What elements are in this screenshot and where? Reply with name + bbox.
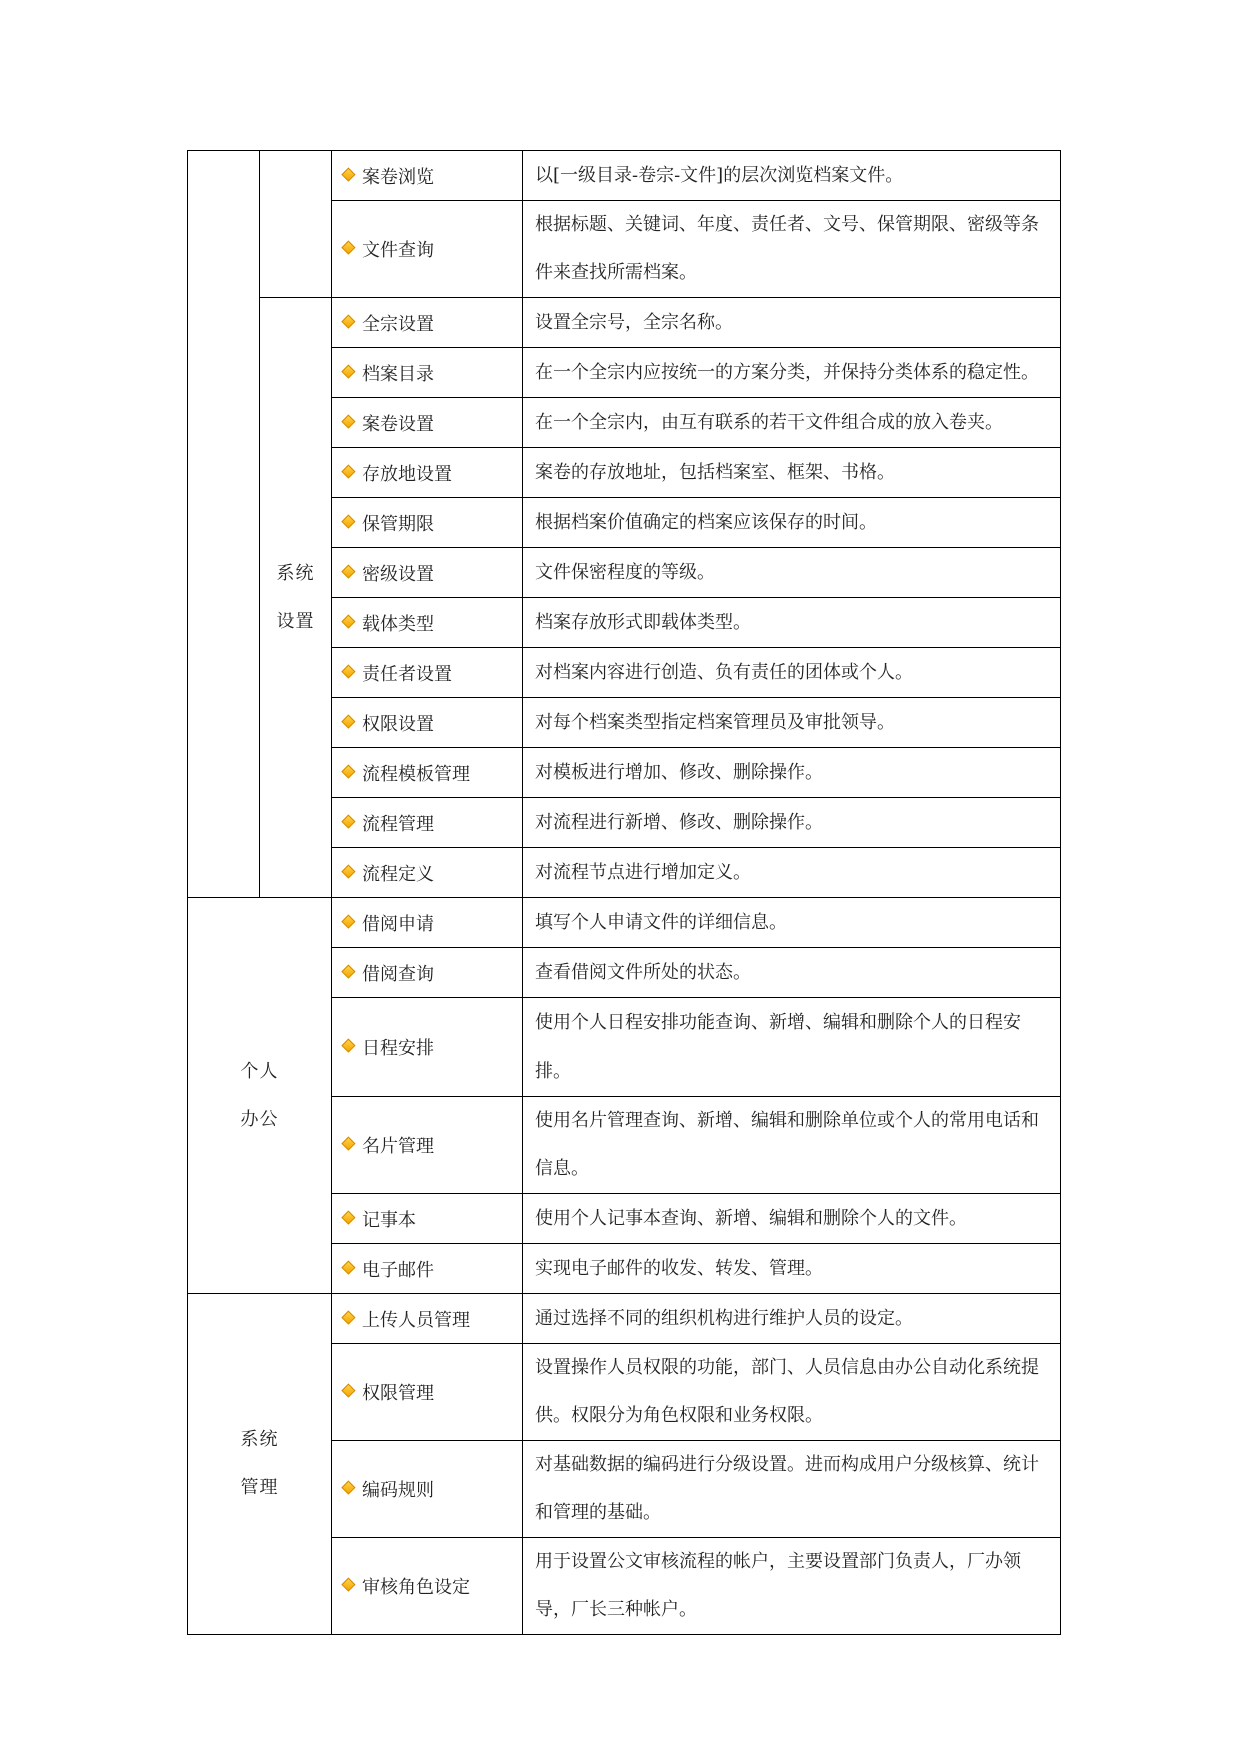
feature-cell xyxy=(332,798,523,848)
feature-name: 审核角色设定 xyxy=(362,1577,470,1598)
feature-description: 案卷的存放地址，包括档案室、框架、书格。 xyxy=(523,448,1061,498)
feature-name: 案卷设置 xyxy=(362,413,434,435)
feature-name: 记事本 xyxy=(362,1209,416,1231)
feature-cell xyxy=(332,448,523,498)
feature-cell xyxy=(332,748,523,798)
group-label: 个人 xyxy=(240,1060,279,1082)
diamond-bullet-icon xyxy=(341,314,355,328)
feature-cell xyxy=(332,898,523,948)
feature-cell xyxy=(332,348,523,398)
group-cell-continued xyxy=(188,151,260,898)
feature-name: 存放地设置 xyxy=(362,463,452,485)
group-cell-system-management xyxy=(188,1294,332,1635)
feature-description: 文件保密程度的等级。 xyxy=(523,548,1061,598)
feature-name: 权限管理 xyxy=(362,1383,434,1404)
feature-cell xyxy=(332,1097,523,1194)
feature-name: 流程定义 xyxy=(362,863,434,885)
feature-name: 保管期限 xyxy=(362,513,434,535)
feature-cell xyxy=(332,998,523,1097)
feature-name: 流程管理 xyxy=(362,813,434,835)
table-row xyxy=(188,1294,1061,1344)
diamond-bullet-icon xyxy=(341,564,355,578)
diamond-bullet-icon xyxy=(341,1481,355,1495)
feature-name: 名片管理 xyxy=(362,1136,434,1157)
group-label: 系统 xyxy=(240,1429,279,1450)
feature-cell xyxy=(332,201,523,298)
feature-description: 在一个全宗内，由互有联系的若干文件组合成的放入卷夹。 xyxy=(523,398,1061,448)
feature-name: 全宗设置 xyxy=(362,313,434,335)
feature-description: 根据档案价值确定的档案应该保存的时间。 xyxy=(523,498,1061,548)
feature-name: 文件查询 xyxy=(362,240,434,261)
diamond-bullet-icon xyxy=(341,464,355,478)
feature-description: 实现电子邮件的收发、转发、管理。 xyxy=(523,1244,1061,1294)
feature-cell xyxy=(332,648,523,698)
feature-cell xyxy=(332,698,523,748)
feature-cell xyxy=(332,598,523,648)
diamond-bullet-icon xyxy=(341,167,355,181)
subgroup-label: 系统 xyxy=(276,562,315,584)
diamond-bullet-icon xyxy=(341,364,355,378)
feature-description: 对档案内容进行创造、负有责任的团体或个人。 xyxy=(523,648,1061,698)
feature-description: 根据标题、关键词、年度、责任者、文号、保管期限、密级等条件来查找所需档案。 xyxy=(523,201,1061,298)
feature-name: 上传人员管理 xyxy=(362,1309,470,1331)
feature-cell xyxy=(332,151,523,201)
diamond-bullet-icon xyxy=(341,1137,355,1151)
diamond-bullet-icon xyxy=(341,614,355,628)
table-row xyxy=(188,151,1061,201)
feature-cell xyxy=(332,548,523,598)
diamond-bullet-icon xyxy=(341,514,355,528)
feature-name: 案卷浏览 xyxy=(362,166,434,188)
diamond-bullet-icon xyxy=(341,1039,355,1053)
feature-cell xyxy=(332,1538,523,1635)
feature-cell xyxy=(332,848,523,898)
feature-name: 密级设置 xyxy=(362,563,434,585)
subgroup-label: 设置 xyxy=(276,610,315,632)
diamond-bullet-icon xyxy=(341,1384,355,1398)
feature-description: 使用个人记事本查询、新增、编辑和删除个人的文件。 xyxy=(523,1194,1061,1244)
feature-description: 在一个全宗内应按统一的方案分类，并保持分类体系的稳定性。 xyxy=(523,348,1061,398)
feature-description: 设置操作人员权限的功能，部门、人员信息由办公自动化系统提供。权限分为角色权限和业务权限。 xyxy=(523,1344,1061,1441)
group-cell-personal-office xyxy=(188,898,332,1294)
diamond-bullet-icon xyxy=(341,1578,355,1592)
feature-description: 对模板进行增加、修改、删除操作。 xyxy=(523,748,1061,798)
diamond-bullet-icon xyxy=(341,241,355,255)
feature-name: 权限设置 xyxy=(362,713,434,735)
table-row xyxy=(188,298,1061,348)
feature-cell xyxy=(332,1441,523,1538)
diamond-bullet-icon xyxy=(341,914,355,928)
feature-name: 日程安排 xyxy=(362,1038,434,1059)
diamond-bullet-icon xyxy=(341,964,355,978)
feature-cell xyxy=(332,1294,523,1344)
feature-table xyxy=(187,150,1061,1635)
feature-name: 载体类型 xyxy=(362,613,434,635)
feature-name: 电子邮件 xyxy=(362,1259,434,1281)
feature-name: 责任者设置 xyxy=(362,663,452,685)
feature-description: 通过选择不同的组织机构进行维护人员的设定。 xyxy=(523,1294,1061,1344)
feature-cell xyxy=(332,1344,523,1441)
feature-name: 借阅申请 xyxy=(362,913,434,935)
diamond-bullet-icon xyxy=(341,1210,355,1224)
diamond-bullet-icon xyxy=(341,1310,355,1324)
feature-description: 对每个档案类型指定档案管理员及审批领导。 xyxy=(523,698,1061,748)
feature-description: 使用个人日程安排功能查询、新增、编辑和删除个人的日程安排。 xyxy=(523,998,1061,1097)
feature-description: 使用名片管理查询、新增、编辑和删除单位或个人的常用电话和信息。 xyxy=(523,1097,1061,1194)
diamond-bullet-icon xyxy=(341,414,355,428)
feature-description: 档案存放形式即载体类型。 xyxy=(523,598,1061,648)
diamond-bullet-icon xyxy=(341,814,355,828)
subgroup-cell-continued xyxy=(260,151,332,298)
feature-name: 档案目录 xyxy=(362,363,434,385)
feature-description: 对流程进行新增、修改、删除操作。 xyxy=(523,798,1061,848)
feature-cell xyxy=(332,498,523,548)
table-row xyxy=(188,898,1061,948)
feature-cell xyxy=(332,948,523,998)
diamond-bullet-icon xyxy=(341,864,355,878)
feature-description: 以[一级目录-卷宗-文件]的层次浏览档案文件。 xyxy=(523,151,1061,201)
subgroup-cell-system-settings xyxy=(260,298,332,898)
group-label: 管理 xyxy=(240,1477,279,1498)
feature-description: 对基础数据的编码进行分级设置。进而构成用户分级核算、统计和管理的基础。 xyxy=(523,1441,1061,1538)
feature-cell xyxy=(332,298,523,348)
feature-name: 流程模板管理 xyxy=(362,763,470,785)
diamond-bullet-icon xyxy=(341,764,355,778)
feature-cell xyxy=(332,1244,523,1294)
feature-cell xyxy=(332,398,523,448)
feature-description: 对流程节点进行增加定义。 xyxy=(523,848,1061,898)
group-label: 办公 xyxy=(240,1108,279,1130)
feature-name: 借阅查询 xyxy=(362,963,434,985)
feature-name: 编码规则 xyxy=(362,1480,434,1501)
feature-cell xyxy=(332,1194,523,1244)
feature-description: 用于设置公文审核流程的帐户，主要设置部门负责人，厂办领导，厂长三种帐户。 xyxy=(523,1538,1061,1635)
feature-description: 查看借阅文件所处的状态。 xyxy=(523,948,1061,998)
feature-description: 设置全宗号，全宗名称。 xyxy=(523,298,1061,348)
diamond-bullet-icon xyxy=(341,1260,355,1274)
diamond-bullet-icon xyxy=(341,714,355,728)
diamond-bullet-icon xyxy=(341,664,355,678)
feature-description: 填写个人申请文件的详细信息。 xyxy=(523,898,1061,948)
